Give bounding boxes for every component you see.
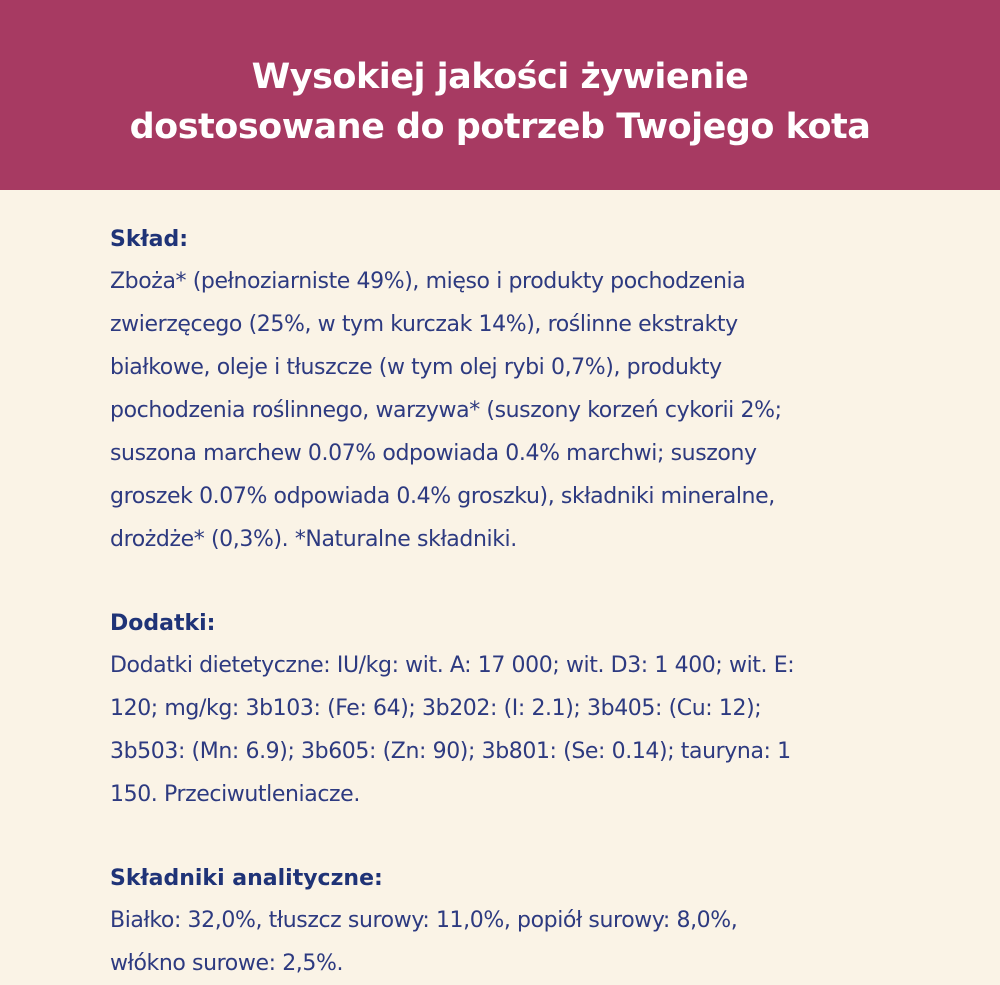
text-line: Zboża* (pełnoziarniste 49%), mięso i produkty pochodzenia bbox=[110, 269, 746, 294]
section-heading-analityczne: Składniki analityczne: bbox=[110, 866, 383, 891]
section-text-sklad bbox=[110, 260, 920, 561]
content-area bbox=[0, 190, 1000, 985]
text-line: 150. Przeciwutleniacze. bbox=[110, 782, 360, 807]
section-text-dodatki bbox=[110, 644, 920, 816]
page-title-line-2: dostosowane do potrzeb Twojego kota bbox=[129, 107, 871, 147]
section-sklad bbox=[110, 220, 920, 561]
section-heading-sklad: Skład: bbox=[110, 227, 189, 252]
text-line: włókno surowe: 2,5%. bbox=[110, 951, 344, 976]
text-line: zwierzęcego (25%, w tym kurczak 14%), roślinne ekstrakty bbox=[110, 312, 738, 337]
section-skladniki-analityczne bbox=[110, 859, 920, 985]
section-text-analityczne bbox=[110, 899, 920, 985]
text-line: Dodatki dietetyczne: IU/kg: wit. A: 17 000; wit. D3: 1 400; wit. E: bbox=[110, 653, 795, 678]
header-banner bbox=[0, 0, 1000, 190]
text-line: białkowe, oleje i tłuszcze (w tym olej rybi 0,7%), produkty bbox=[110, 355, 722, 380]
text-line: Białko: 32,0%, tłuszcz surowy: 11,0%, popiół surowy: 8,0%, bbox=[110, 908, 738, 933]
text-line: drożdże* (0,3%). *Naturalne składniki. bbox=[110, 527, 517, 552]
page-title bbox=[0, 52, 1000, 152]
text-line: groszek 0.07% odpowiada 0.4% groszku), składniki mineralne, bbox=[110, 484, 775, 509]
section-spacer bbox=[110, 816, 920, 859]
section-dodatki bbox=[110, 604, 920, 816]
page-title-line-1: Wysokiej jakości żywienie bbox=[251, 57, 749, 97]
text-line: pochodzenia roślinnego, warzywa* (suszony korzeń cykorii 2%; bbox=[110, 398, 782, 423]
text-line: 3b503: (Mn: 6.9); 3b605: (Zn: 90); 3b801: (Se: 0.14); tauryna: 1 bbox=[110, 739, 791, 764]
section-spacer bbox=[110, 561, 920, 604]
section-heading-dodatki: Dodatki: bbox=[110, 611, 216, 636]
text-line: suszona marchew 0.07% odpowiada 0.4% marchwi; suszony bbox=[110, 441, 757, 466]
text-line: 120; mg/kg: 3b103: (Fe: 64); 3b202: (I: 2.1); 3b405: (Cu: 12); bbox=[110, 696, 762, 721]
